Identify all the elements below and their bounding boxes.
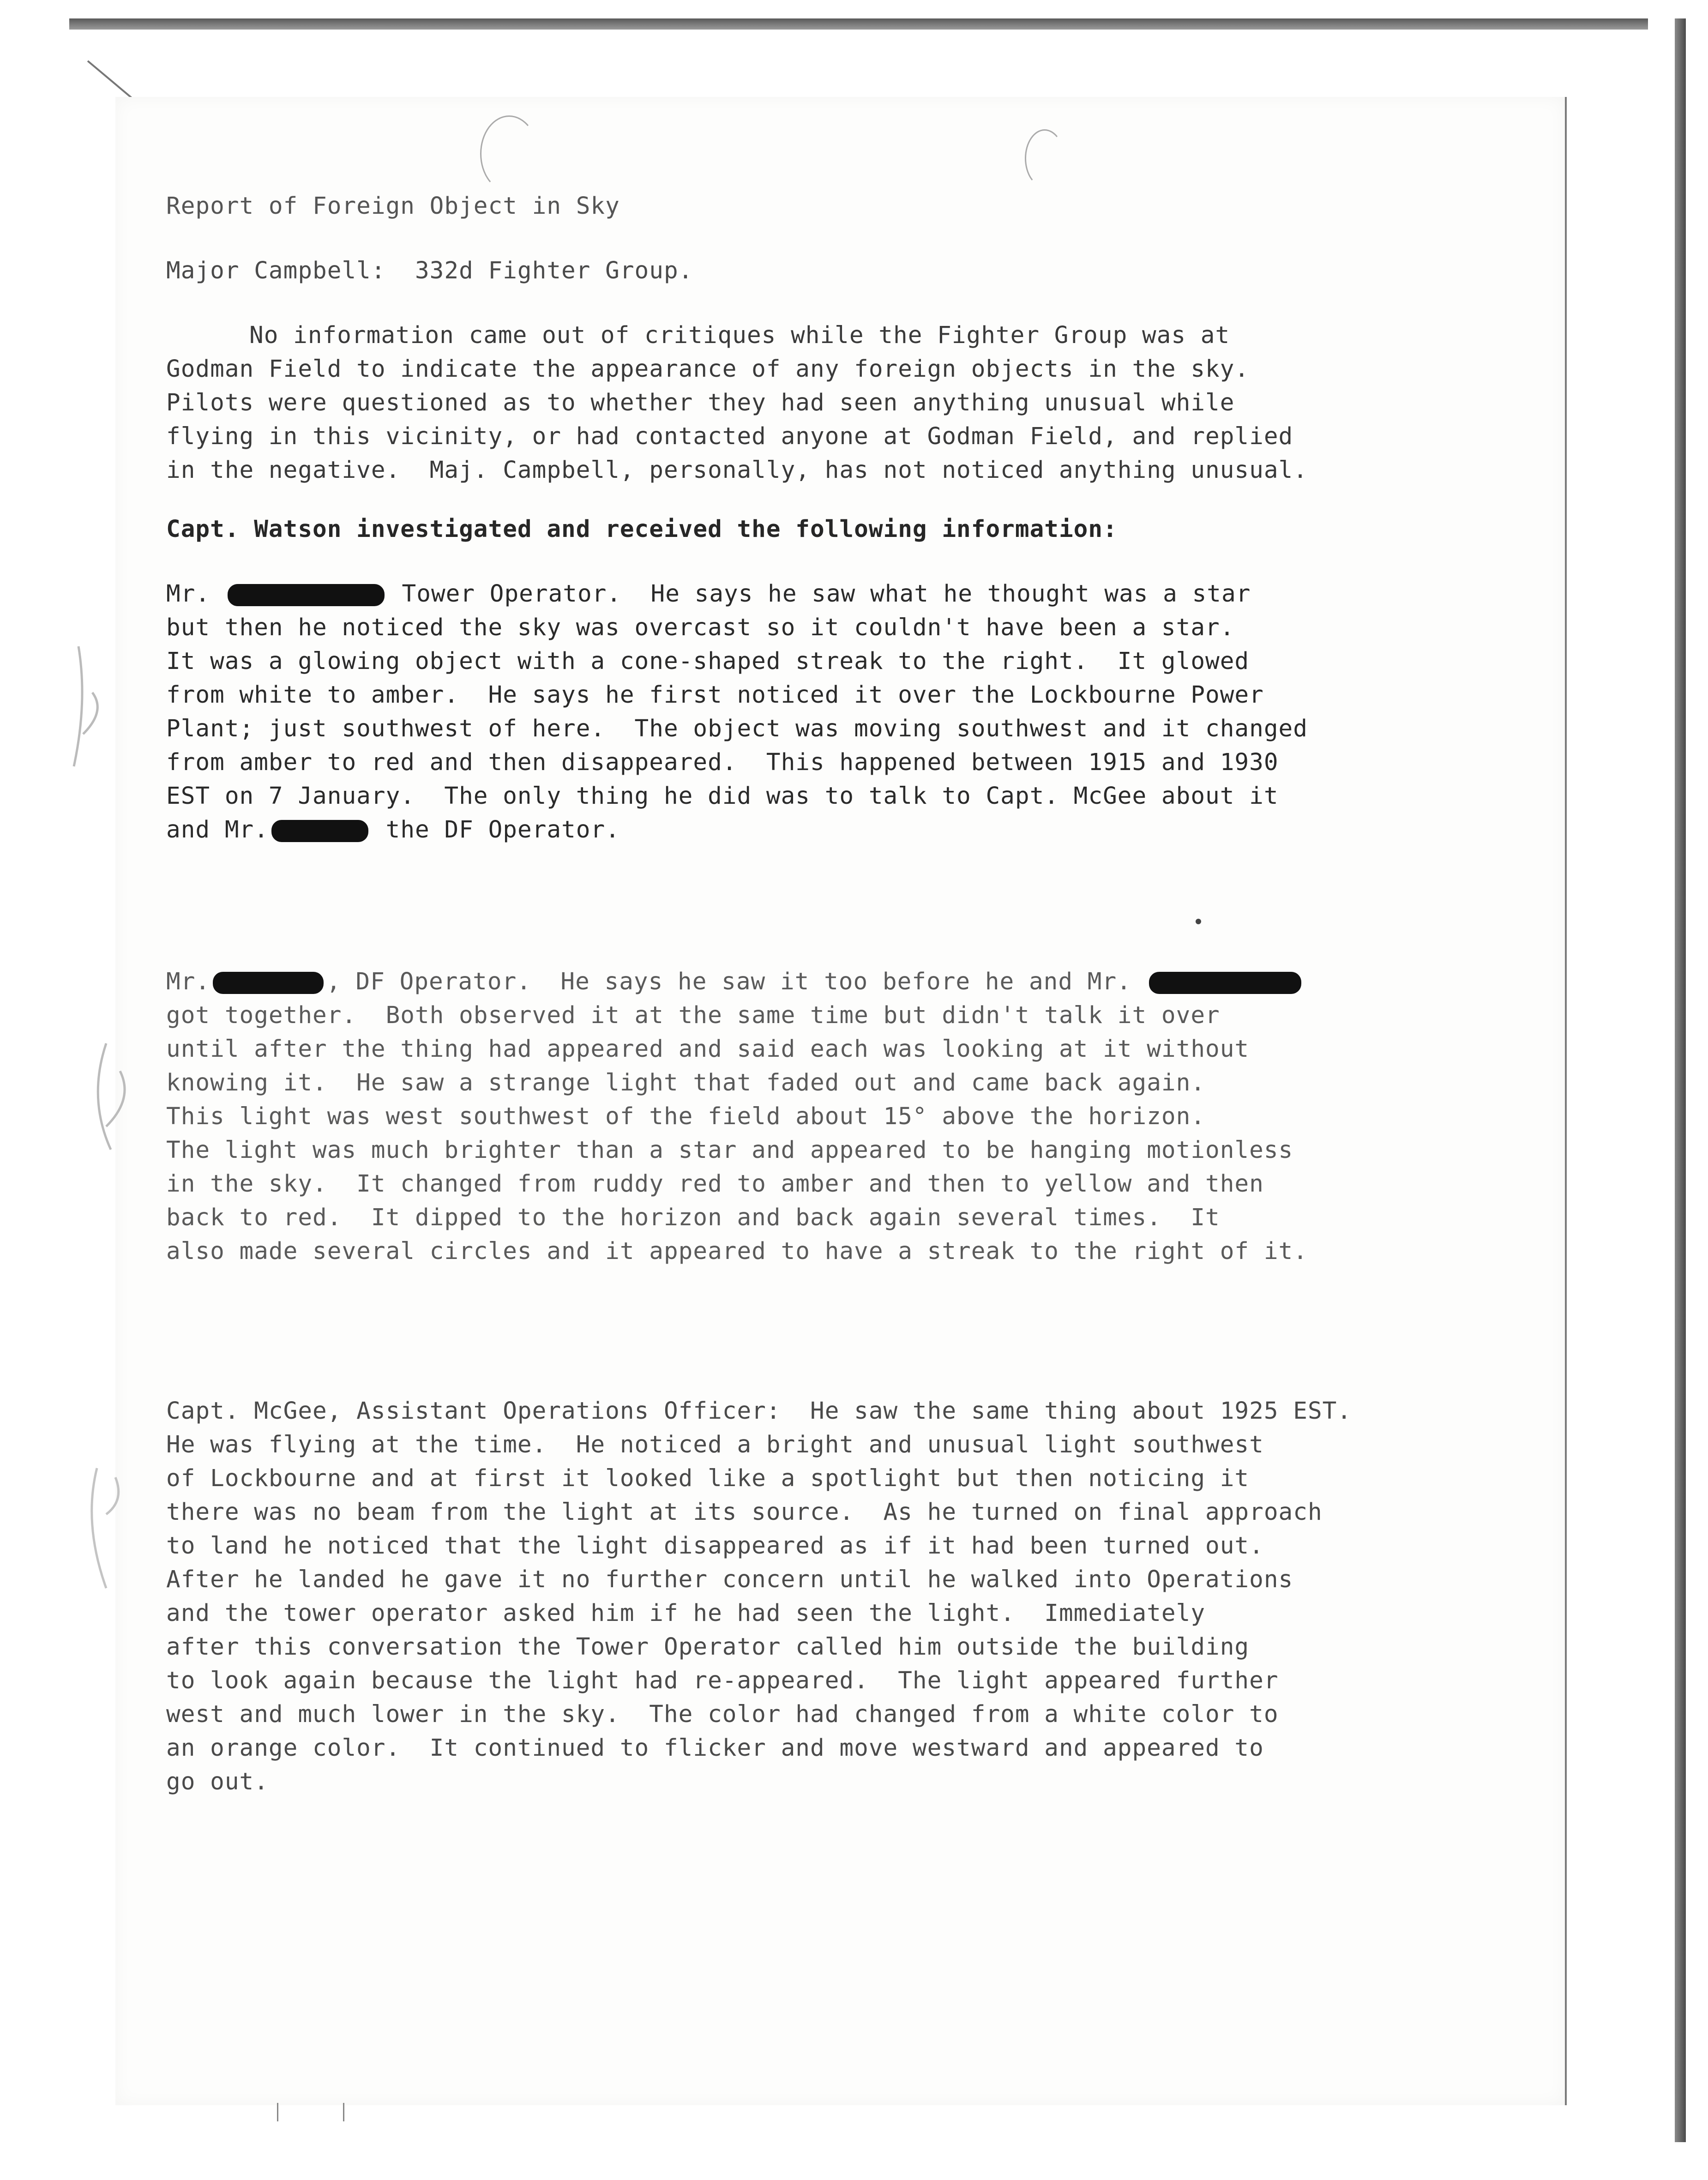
text-line: an orange color. It continued to flicker and move westward and appeared to [166,1734,1264,1762]
paragraph-investigation: Capt. Watson investigated and received the following information: [166,516,1118,543]
redaction-bar [1149,972,1301,994]
text-line: got together. Both observed it at the same time but didn't talk it over [166,1002,1220,1029]
bottom-edge-marks [277,2103,344,2121]
paragraph-df-operator [166,965,1533,1268]
text-line: there was no beam from the light at its source. As he turned on final approach [166,1499,1323,1526]
scan-right-edge [1675,18,1686,2142]
text-line: after this conversation the Tower Operator called him outside the building [166,1633,1250,1661]
text-line: until after the thing had appeared and said each was looking at it without [166,1036,1250,1063]
text-line: from amber to red and then disappeared. This happened between 1915 and 1930 [166,749,1279,776]
pencil-scrawl [1025,129,1064,187]
text-line: also made several circles and it appeared to have a streak to the right of it. [166,1238,1308,1265]
text-line: and Mr. the DF Operator. [166,816,620,843]
text-line: He was flying at the time. He noticed a bright and unusual light southwest [166,1431,1264,1458]
text-line: and the tower operator asked him if he had seen the light. Immediately [166,1600,1206,1627]
redaction-bar [271,820,368,842]
text-line: Godman Field to indicate the appearance of any foreign objects in the sky. [166,355,1250,383]
paragraph-mcgee [166,1394,1533,1799]
paragraph-tower-operator [166,577,1533,847]
text-line: from white to amber. He says he first noticed it over the Lockbourne Power [166,681,1264,709]
text-line: flying in this vicinity, or had contacted anyone at Godman Field, and replied [166,423,1293,450]
attention-line: Major Campbell: 332d Fighter Group. [166,257,693,284]
text-line: It was a glowing object with a cone-shaped streak to the right. It glowed [166,648,1250,675]
text-line: but then he noticed the sky was overcast so it couldn't have been a star. [166,614,1235,641]
text-line: After he landed he gave it no further concern until he walked into Operations [166,1566,1293,1593]
text-line: Plant; just southwest of here. The object was moving southwest and it changed [166,715,1308,742]
text-line: Mr. Tower Operator. He says he saw what he thought was a star [166,580,1251,608]
margin-pencil-notes [51,139,152,1985]
text-line: in the sky. It changed from ruddy red to amber and then to yellow and then [166,1170,1264,1198]
pencil-scrawl [480,115,538,192]
text-line: knowing it. He saw a strange light that faded out and came back again. [166,1069,1206,1096]
redaction-bar [228,584,385,606]
text-line: west and much lower in the sky. The color had changed from a white color to [166,1701,1279,1728]
text-line: to look again because the light had re-appeared. The light appeared further [166,1667,1279,1694]
ink-speck [1196,919,1201,924]
text-line: Pilots were questioned as to whether they had seen anything unusual while [166,389,1235,416]
document-page [115,97,1567,2105]
text-line: Mr. , DF Operator. He says he saw it too before he and Mr. [166,965,1533,999]
report-title: Report of Foreign Object in Sky [166,193,620,220]
text-line: The light was much brighter than a star and appeared to be hanging motionless [166,1137,1293,1164]
text-line: EST on 7 January. The only thing he did was to talk to Capt. McGee about it [166,783,1279,810]
scan-top-edge [69,18,1648,30]
text-line: go out. [166,1768,269,1795]
text-line: to land he noticed that the light disappeared as if it had been turned out. [166,1532,1264,1560]
text-line: No information came out of critiques while the Fighter Group was at [249,322,1230,349]
text-line: back to red. It dipped to the horizon and back again several times. It [166,1204,1220,1231]
text-line: This light was west southwest of the field about 15° above the horizon. [166,1103,1206,1130]
text-line: Capt. McGee, Assistant Operations Officer: He saw the same thing about 1925 EST. [166,1397,1352,1425]
text-line: of Lockbourne and at first it looked like a spotlight but then noticing it [166,1465,1250,1492]
redaction-bar [213,972,324,994]
paragraph-critiques [166,319,1533,487]
text-line: in the negative. Maj. Campbell, personally, has not noticed anything unusual. [166,457,1308,484]
